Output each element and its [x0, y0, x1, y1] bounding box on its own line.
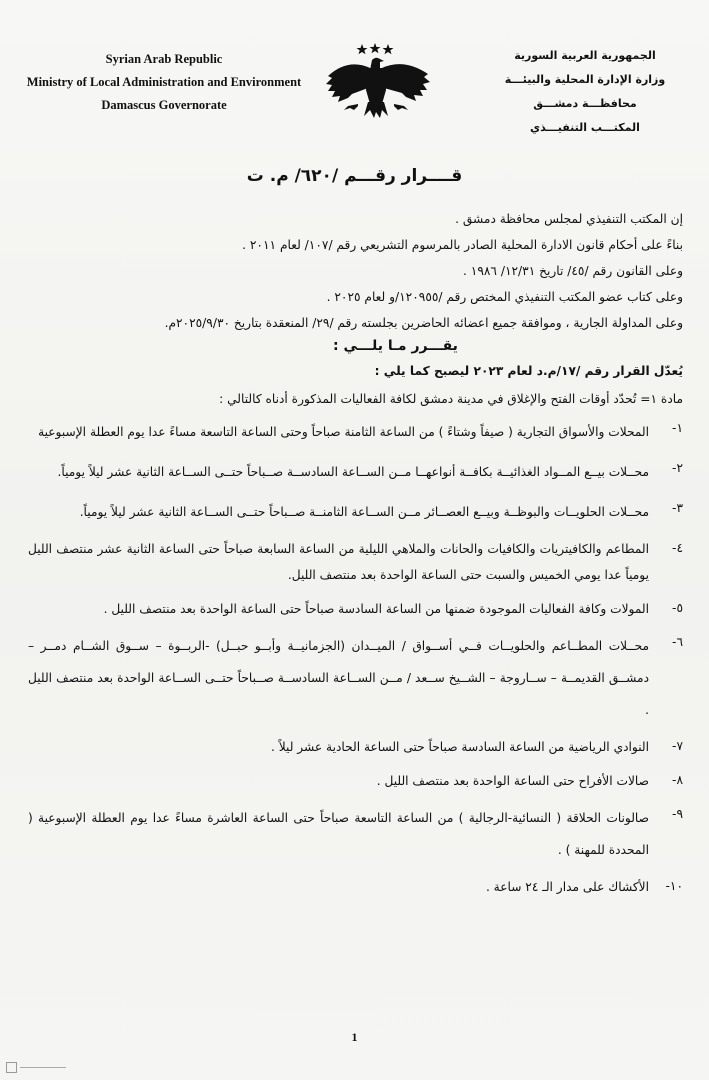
preamble	[28, 208, 683, 334]
item-text: محــلات المطــاعم والحلويــات فــي أســواق / الميــدان (الجزمانيــة وأبــو حبــل) -الربــوة – ســوق الشــام دمــر – دمشــق القديمــة – ســاروجة – الشــيخ ســعد / مــن الســاعة السادســة صــباحاً حتــى الســاعة الواحدة بعد منتصف الليل .	[28, 639, 649, 717]
scanner-watermark-icon	[6, 1062, 66, 1072]
preamble-line: بناءً على أحكام قانون الادارة المحلية الصادر بالمرسوم التشريعي رقم /١٠٧/ لعام ٢٠١١ .	[242, 238, 683, 252]
preamble-line: وعلى القانون رقم /٤٥/ تاريخ ١٢/٣١/ ١٩٨٦ .	[463, 264, 683, 278]
governorate-name-ar: محافظـــة دمشـــق	[533, 97, 637, 110]
item-text: صالونات الحلاقة ( النسائية-الرجالية ) من الساعة التاسعة صباحاً حتى الساعة العاشرة مساءً عدا يوم العطلة الإسبوعية ( المحددة للمهنة ) .	[28, 811, 649, 857]
eagle-emblem-icon	[318, 40, 438, 120]
list-item	[28, 456, 683, 488]
item-text: صالات الأفراح حتى الساعة الواحدة بعد منتصف الليل .	[376, 774, 649, 788]
ministry-name-ar: وزارة الإدارة المحلية والبيئـــة	[504, 73, 666, 86]
list-item	[28, 630, 683, 726]
country-name-ar: الجمهورية العربية السورية	[514, 49, 656, 62]
activity-list	[28, 416, 683, 900]
governorate-name-en: Damascus Governorate	[101, 98, 227, 112]
ministry-name-en: Ministry of Local Administration and Environment	[26, 75, 302, 89]
item-number: ٩-	[672, 807, 683, 821]
list-item	[28, 416, 683, 448]
item-number: ٦-	[672, 635, 683, 649]
list-item	[28, 496, 683, 528]
item-number: ٥-	[672, 601, 683, 615]
list-item	[28, 536, 683, 588]
item-number: ٧-	[672, 739, 683, 753]
item-number: ١٠-	[665, 879, 683, 893]
decision-title: قــــرار رقـــم /٦٢٠/ م. ت	[246, 166, 463, 186]
letterhead-arabic	[485, 44, 685, 140]
item-number: ٣-	[672, 501, 683, 515]
item-text: المحلات والأسواق التجارية ( صيفاً وشتاءً ) من الساعة الثامنة صباحاً وحتى الساعة التاسعة مساءً عدا يوم العطلة الإسبوعية	[38, 425, 649, 439]
list-item	[28, 596, 683, 622]
amendment-statement: يُعدّل القرار رقم /١٧/م.د لعام ٢٠٢٣ ليصبح كما يلي :	[374, 364, 683, 378]
item-text: المولات وكافة الفعاليات الموجودة ضمنها من الساعة السادسة صباحاً حتى الساعة الواحدة بعد منتصف الليل .	[103, 602, 649, 616]
country-name-en: Syrian Arab Republic	[105, 52, 223, 66]
watermark-line	[20, 1067, 66, 1068]
list-item	[28, 802, 683, 866]
preamble-line: وعلى المداولة الجارية ، وموافقة جميع اعضائه الحاضرين بجلسته رقم /٢٩/ المنعقدة بتاريخ ٢٠٢٥/٩/٣٠م.	[164, 316, 683, 330]
item-number: ٢-	[672, 461, 683, 475]
preamble-line: إن المكتب التنفيذي لمجلس محافظة دمشق .	[455, 212, 683, 226]
item-text: النوادي الرياضية من الساعة السادسة صباحاً حتى الساعة الحادية عشر ليلاً .	[271, 740, 649, 754]
item-number: ٨-	[672, 773, 683, 787]
scanner-logo-icon	[6, 1062, 17, 1073]
list-item	[28, 874, 683, 900]
preamble-line: وعلى كتاب عضو المكتب التنفيذي المختص رقم /١٢٠٩٥٥/و لعام ٢٠٢٥ .	[326, 290, 683, 304]
document-body	[28, 208, 683, 908]
item-text: المطاعم والكافيتريات والكافيات والحانات والملاهي الليلية من الساعة السابعة صباحاً حتى الساعة الثانية عشر منتصف الليل يومياً عدا يومي الخميس والسبت حتى الساعة الواحدة بعد منتصف الليل.	[28, 542, 649, 582]
item-text: الأكشاك على مدار الـ ٢٤ ساعة .	[485, 880, 649, 894]
resolves-heading: يقـــرر مـا يلـــي :	[333, 338, 458, 354]
list-item	[28, 734, 683, 760]
letterhead-english	[14, 48, 314, 117]
article-1: مادة ١= تُحدّد أوقات الفتح والإغلاق في مدينة دمشق لكافة الفعاليات المذكورة أدناه كالتالي :	[219, 392, 683, 406]
item-text: محــلات الحلويــات والبوظــة وبيــع العصــائر مــن الســاعة الثامنــة صــباحاً حتــى الســاعة الثانية عشر ليلاً يومياً.	[79, 505, 649, 519]
item-text: محــلات بيــع المــواد الغذائيــة بكافــة أنواعهــا مــن الســاعة السادســة صــباحاً حتــى الســاعة الثانية عشر ليلاً يومياً.	[57, 465, 649, 479]
executive-office-ar: المكتـــب التنفيـــذي	[530, 121, 640, 134]
list-item	[28, 768, 683, 794]
item-number: ٤-	[672, 541, 683, 555]
item-number: ١-	[672, 421, 683, 435]
page-number: 1	[351, 1030, 358, 1044]
